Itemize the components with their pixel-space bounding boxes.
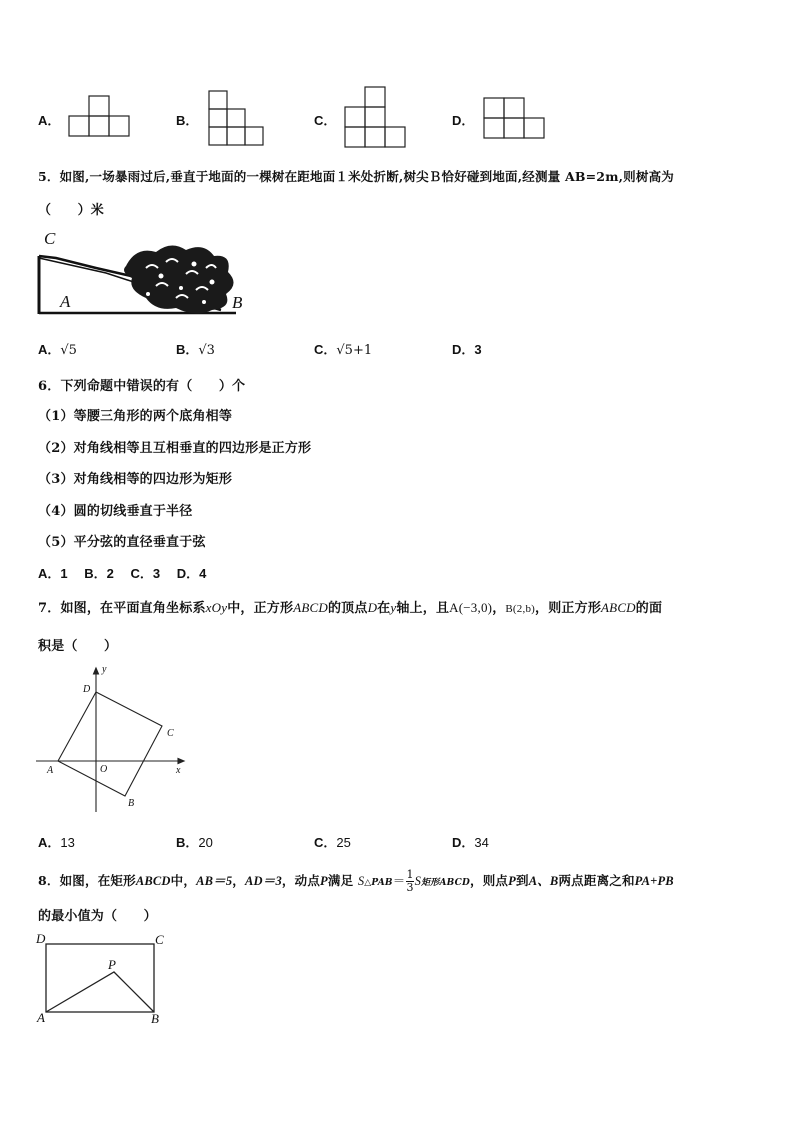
q6-options: A．1 B．2 C．3 D．4 bbox=[38, 566, 207, 581]
q5-label-b: B bbox=[232, 293, 243, 312]
q5-option-b: B．√3 bbox=[176, 342, 215, 358]
q8-label-p: P bbox=[108, 957, 116, 972]
q6-item-3: （3）对角线相等的四边形为矩形 bbox=[38, 472, 233, 487]
q7-label-d: D bbox=[83, 684, 91, 695]
q7-stem-line2: 积是（ ） bbox=[38, 639, 118, 654]
q7-option-c: C．25 bbox=[314, 835, 351, 850]
q7-figure bbox=[34, 662, 194, 812]
q5-figure bbox=[36, 228, 266, 320]
q8-label-d: D bbox=[36, 931, 46, 946]
q5-label-a: A bbox=[60, 292, 71, 311]
q5-option-c: C．√5+1 bbox=[314, 342, 373, 358]
q8-label-c: C bbox=[155, 932, 164, 947]
q7-stem-line1: 7．如图，在平面直角坐标系xOy中，正方形ABCD的顶点D在y轴上，且A(−3,0)，B(2,b)，则正方形ABCD的面 bbox=[38, 600, 663, 616]
q6-item-5: （5）平分弦的直径垂直于弦 bbox=[38, 535, 206, 550]
q7-label-b: B bbox=[128, 798, 135, 809]
q5-option-a: A．√5 bbox=[38, 342, 77, 358]
q4-option-d-figure bbox=[483, 97, 545, 139]
q4-option-a-figure bbox=[68, 95, 130, 137]
q7-label-y: y bbox=[102, 664, 107, 675]
q7-label-a: A bbox=[47, 765, 54, 776]
q7-label-o: O bbox=[100, 764, 108, 775]
q4-option-b-figure bbox=[208, 90, 266, 146]
q5-label-c: C bbox=[44, 229, 56, 248]
q7-option-a: A．13 bbox=[38, 835, 75, 850]
q5-blank: （ ）米 bbox=[38, 203, 105, 218]
q4-option-d-label: D． bbox=[452, 113, 475, 128]
q5-stem: 5．如图,一场暴雨过后,垂直于地面的一棵树在距地面１米处折断,树尖Ｂ恰好碰到地面,经测量 AB=2m,则树高为 bbox=[38, 169, 674, 184]
q7-label-c: C bbox=[167, 728, 174, 739]
q7-option-d: D．34 bbox=[452, 835, 489, 850]
q7-label-x: x bbox=[176, 765, 181, 776]
q6-stem: 6．下列命题中错误的有（ ）个 bbox=[38, 379, 246, 394]
q6-item-4: （4）圆的切线垂直于半径 bbox=[38, 504, 193, 519]
q5-option-d: D．3 bbox=[452, 342, 482, 357]
q7-option-b: B．20 bbox=[176, 835, 213, 850]
q8-label-a: A bbox=[37, 1010, 45, 1025]
q6-item-2: （2）对角线相等且互相垂直的四边形是正方形 bbox=[38, 441, 312, 456]
q8-figure bbox=[34, 930, 174, 1030]
q4-option-c-figure bbox=[344, 86, 408, 148]
q8-stem-line1: 8．如图，在矩形ABCD中，AB＝5，AD＝3，动点P满足 S△PAB＝ $\frac{1}{3}$ S矩形ABCD，则点P到A、B两点距离之和PA+PB bbox=[38, 868, 674, 894]
q6-item-1: （1）等腰三角形的两个底角相等 bbox=[38, 409, 233, 424]
q4-option-a-label: A． bbox=[38, 113, 61, 128]
q4-option-c-label: C． bbox=[314, 113, 337, 128]
q4-option-b-label: B． bbox=[176, 113, 199, 128]
q8-stem-line2: 的最小值为（ ） bbox=[38, 909, 157, 924]
q8-label-b: B bbox=[151, 1011, 159, 1026]
